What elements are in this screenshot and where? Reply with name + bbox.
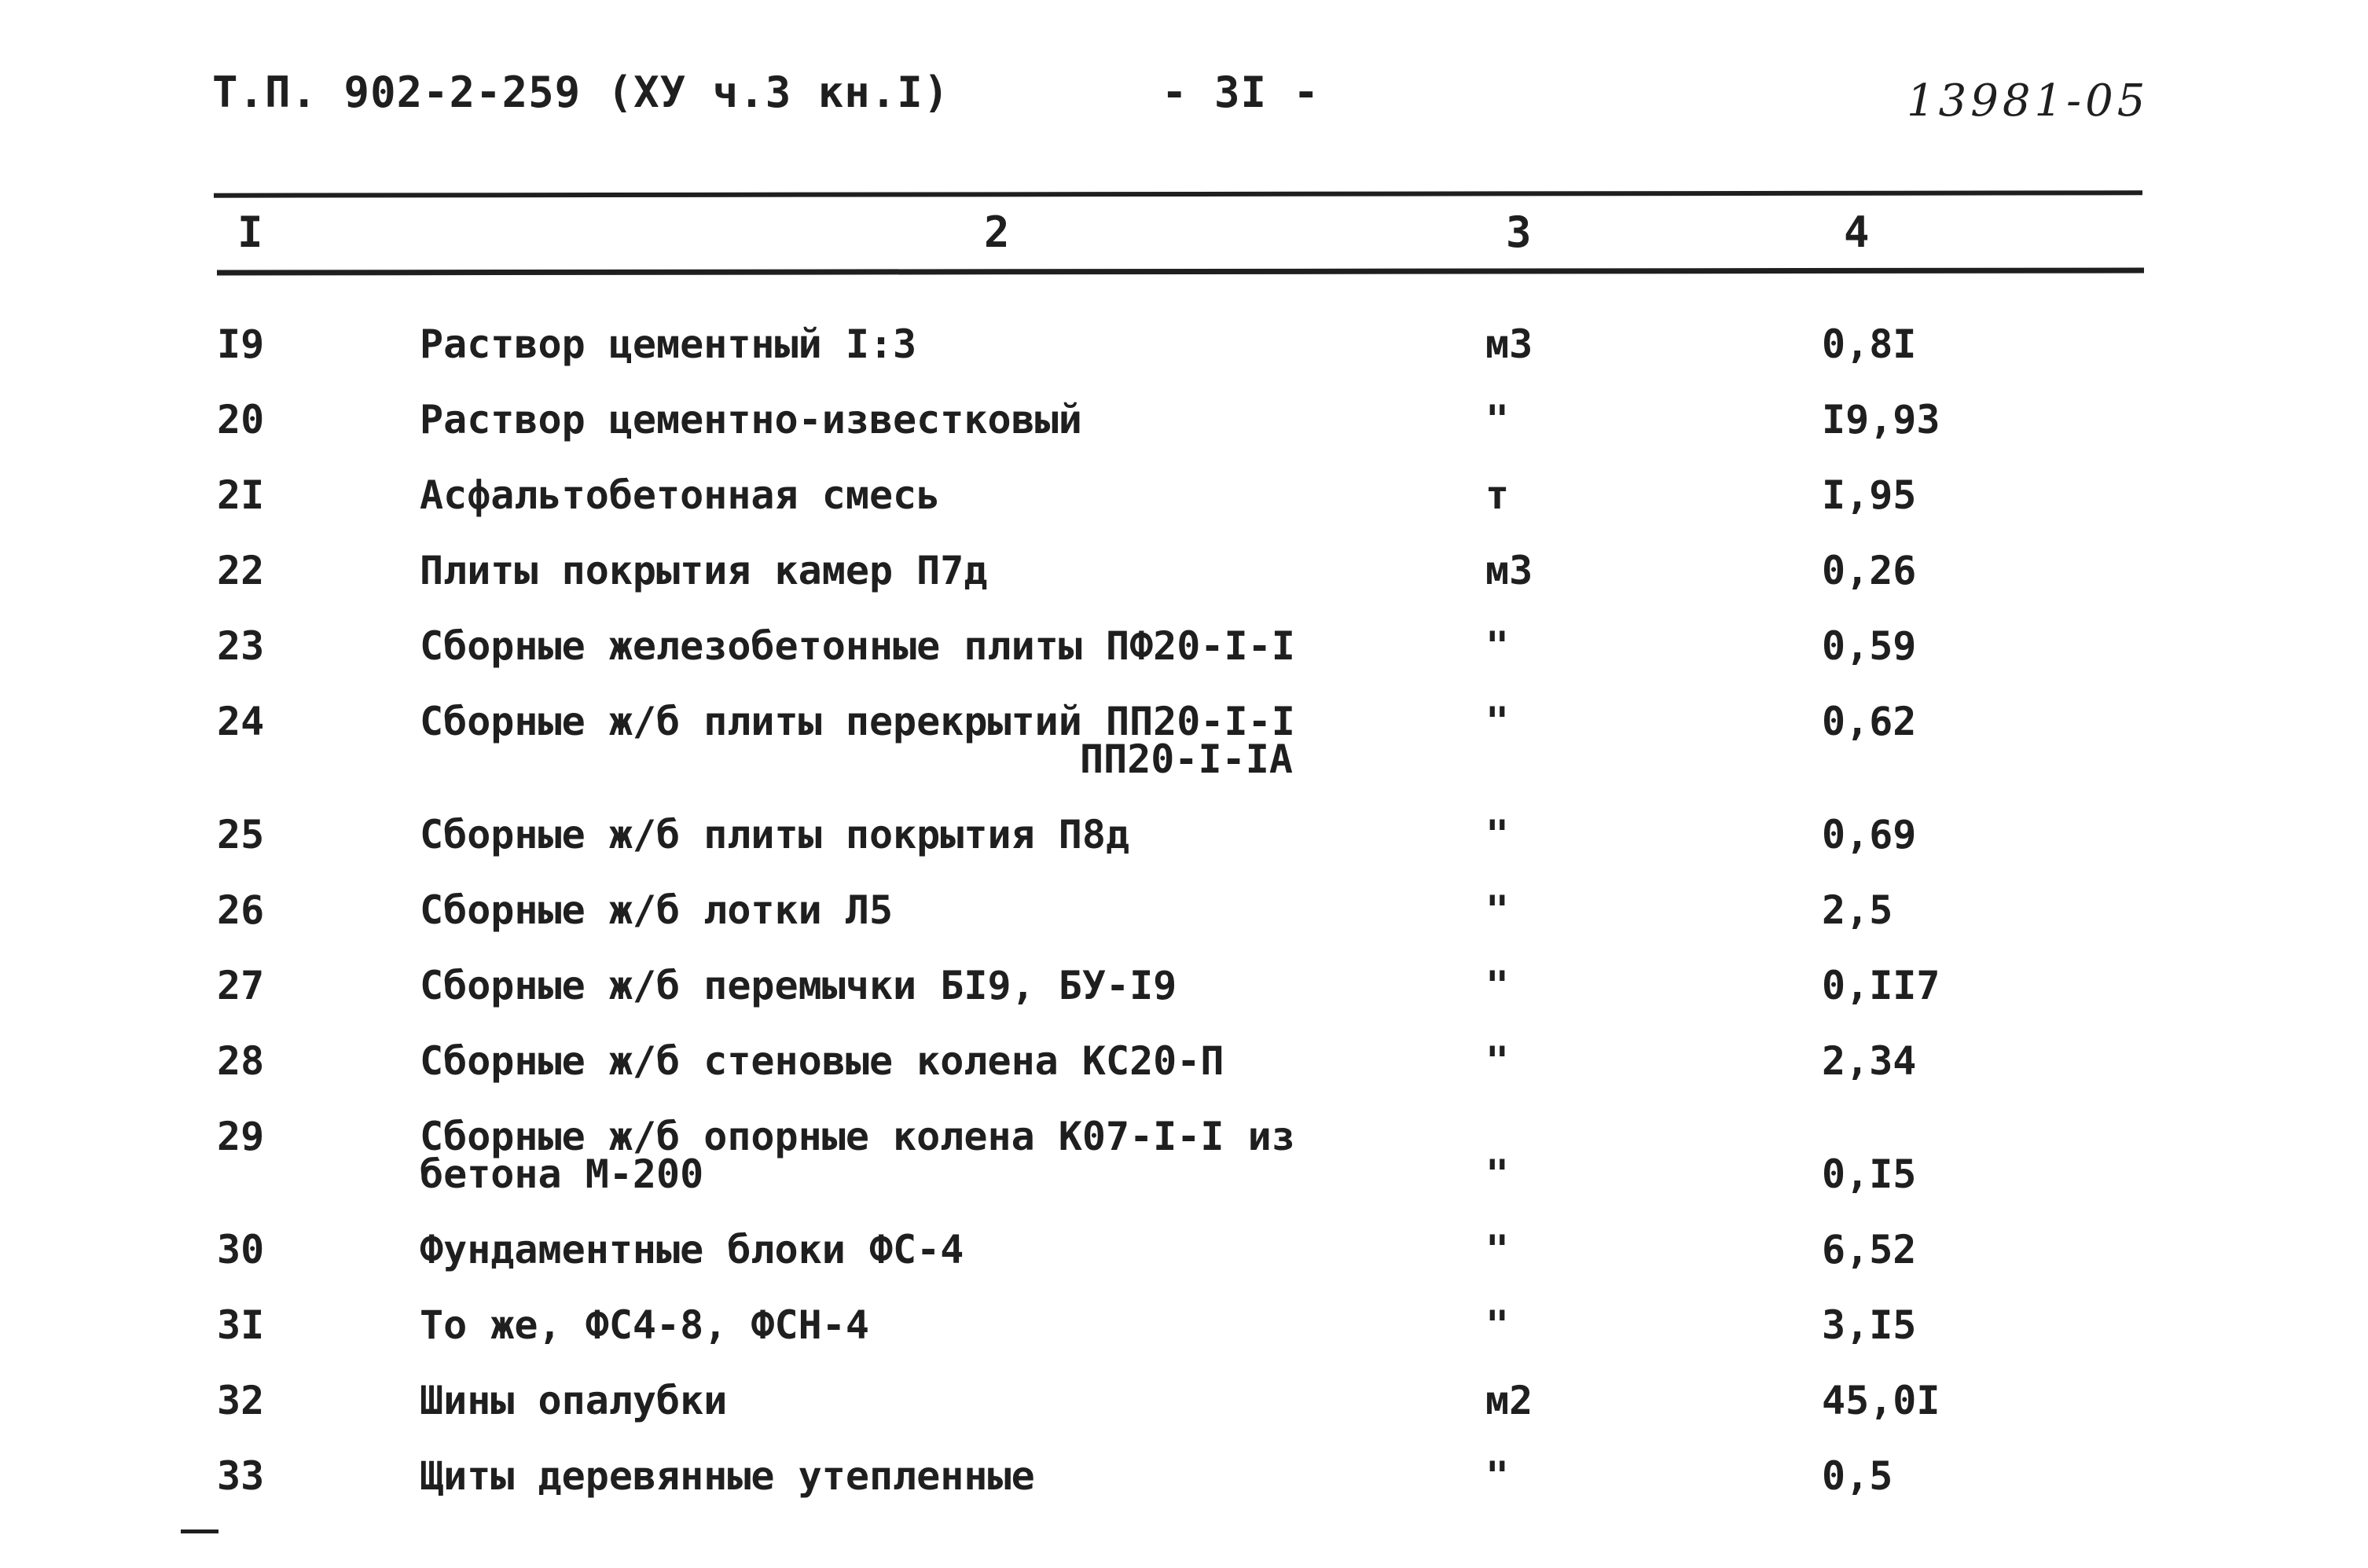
- item-name-line: Фундаментные блоки ФС-4: [420, 1227, 964, 1272]
- table-top-rule: [214, 190, 2142, 197]
- item-name: [420, 472, 941, 518]
- row-number: 26: [217, 887, 265, 933]
- item-name-line: Сборные ж/б опорные колена К07-I-I из: [420, 1114, 1295, 1159]
- item-name-line: Асфальтобетонная смесь: [420, 472, 941, 518]
- column-header-4: 4: [1844, 207, 1870, 257]
- item-name-line: То же, ФС4-8, ФСН-4: [420, 1302, 869, 1348]
- item-name: [420, 887, 894, 933]
- row-number: 28: [217, 1038, 265, 1084]
- item-name: [420, 812, 1130, 857]
- quantity: I9,93: [1822, 397, 1940, 442]
- table-header-rule: [217, 268, 2144, 276]
- unit-of-measure: ": [1485, 887, 1510, 933]
- item-name-line: Сборные железобетонные плиты ПФ20-I-I: [420, 623, 1295, 669]
- row-number: 29: [217, 1114, 265, 1159]
- row-number: 32: [217, 1378, 265, 1423]
- row-number: 33: [217, 1453, 265, 1499]
- item-name-line: Сборные ж/б перемычки БI9, БУ-I9: [420, 963, 1177, 1008]
- item-name-line: бетона М-200: [420, 1151, 704, 1197]
- quantity: 2,34: [1822, 1038, 1917, 1084]
- unit-of-measure: м2: [1485, 1378, 1533, 1423]
- item-name-line: Сборные ж/б стеновые колена КС20-П: [420, 1038, 1224, 1084]
- item-name-line: Сборные ж/б плиты перекрытий ПП20-I-I: [420, 699, 1295, 744]
- unit-of-measure: ": [1485, 1453, 1510, 1499]
- item-name: [420, 1114, 1295, 1197]
- unit-of-measure: ": [1485, 963, 1510, 1008]
- quantity: 0,62: [1822, 699, 1917, 744]
- quantity: 0,26: [1822, 548, 1917, 593]
- handwritten-inventory-number: 13981-05: [1907, 75, 2150, 127]
- item-name: [420, 397, 1082, 442]
- unit-of-measure: ": [1485, 1038, 1510, 1084]
- item-name: [420, 321, 917, 367]
- quantity: 0,69: [1822, 812, 1917, 857]
- row-number: 23: [217, 623, 265, 669]
- item-name: [420, 699, 1295, 782]
- column-header-2: 2: [984, 207, 1010, 257]
- quantity: 0,8I: [1822, 321, 1917, 367]
- item-name: [420, 1038, 1224, 1084]
- quantity: I,95: [1822, 472, 1917, 518]
- quantity: 0,I5: [1822, 1151, 1917, 1197]
- row-number: 30: [217, 1227, 265, 1272]
- item-name-line: Раствор цементный I:3: [420, 321, 917, 367]
- item-name: [420, 548, 988, 593]
- item-name-line: Плиты покрытия камер П7д: [420, 548, 988, 593]
- unit-of-measure: ": [1485, 699, 1510, 744]
- item-name-line: Щиты деревянные утепленные: [420, 1453, 1035, 1499]
- item-name-line: Сборные ж/б плиты покрытия П8д: [420, 812, 1130, 857]
- quantity: 0,5: [1822, 1453, 1893, 1499]
- row-number: 3I: [217, 1302, 265, 1348]
- unit-of-measure: м3: [1485, 321, 1533, 367]
- quantity: 0,59: [1822, 623, 1917, 669]
- item-name: [420, 623, 1295, 669]
- item-name-line: ПП20-I-IA: [1080, 736, 1293, 782]
- unit-of-measure: ": [1485, 1302, 1510, 1348]
- unit-of-measure: ": [1485, 1151, 1510, 1197]
- item-name-line: Шины опалубки: [420, 1378, 728, 1423]
- unit-of-measure: ": [1485, 1227, 1510, 1272]
- item-name-line: Раствор цементно-известковый: [420, 397, 1082, 442]
- item-name: [420, 1378, 728, 1423]
- quantity: 45,0I: [1822, 1378, 1940, 1423]
- row-number: 25: [217, 812, 265, 857]
- item-name: [420, 1453, 1035, 1499]
- row-number: 24: [217, 699, 265, 744]
- item-name-line: Сборные ж/б лотки Л5: [420, 887, 894, 933]
- item-name: [420, 963, 1177, 1008]
- quantity: 6,52: [1822, 1227, 1917, 1272]
- unit-of-measure: м3: [1485, 548, 1533, 593]
- column-header-3: 3: [1506, 207, 1532, 257]
- unit-of-measure: т: [1485, 472, 1510, 518]
- quantity: 2,5: [1822, 887, 1893, 933]
- quantity: 3,I5: [1822, 1302, 1917, 1348]
- item-name: [420, 1227, 964, 1272]
- row-number: 20: [217, 397, 265, 442]
- unit-of-measure: ": [1485, 623, 1510, 669]
- row-number: 2I: [217, 472, 265, 518]
- unit-of-measure: ": [1485, 812, 1510, 857]
- margin-mark: [181, 1529, 218, 1533]
- row-number: I9: [217, 321, 265, 367]
- unit-of-measure: ": [1485, 397, 1510, 442]
- row-number: 27: [217, 963, 265, 1008]
- page-number: - 3I -: [1162, 68, 1320, 117]
- quantity: 0,II7: [1822, 963, 1940, 1008]
- column-header-1: I: [237, 207, 263, 257]
- document-code: Т.П. 902-2-259 (ХУ ч.3 кн.I): [212, 68, 950, 117]
- item-name: [420, 1302, 869, 1348]
- row-number: 22: [217, 548, 265, 593]
